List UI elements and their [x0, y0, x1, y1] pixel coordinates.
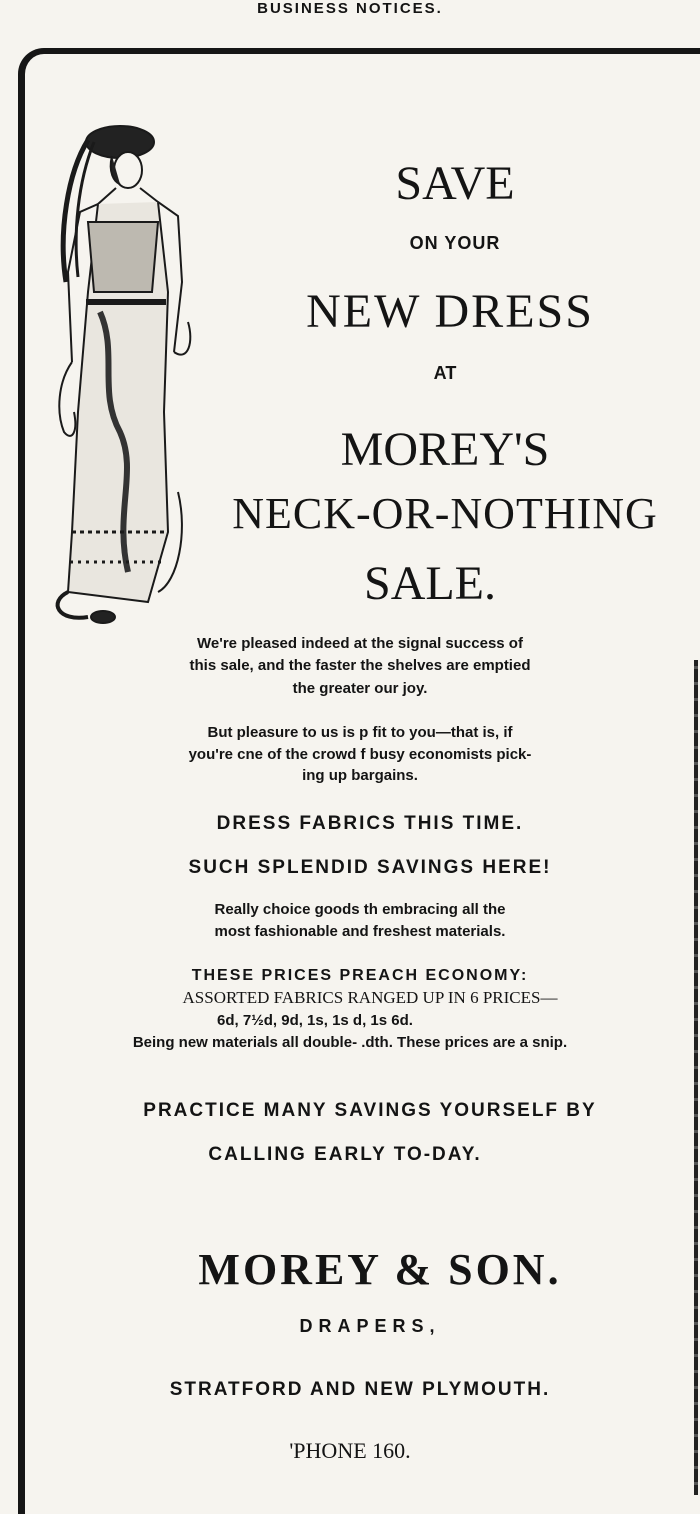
headline-sale: SALE. [364, 557, 496, 610]
para2-line: you're cne of the crowd f busy economists pick- [188, 746, 532, 763]
fabrics-heading: DRESS FABRICS THIS TIME. [216, 813, 524, 834]
savings-heading: SUCH SPLENDID SAVINGS HERE! [188, 857, 552, 878]
para3-line: most fashionable and freshest materials. [214, 923, 506, 940]
para1-line: the greater our joy. [292, 680, 428, 697]
headline-at: AT [433, 363, 457, 383]
towns-line: STRATFORD AND NEW PLYMOUTH. [169, 1379, 551, 1400]
para2-line: ing up bargains. [302, 767, 418, 784]
practice-line: PRACTICE MANY SAVINGS YOURSELF BY [143, 1100, 597, 1121]
headline-save: SAVE [395, 157, 515, 210]
headline-new-dress: NEW DRESS [306, 285, 594, 338]
calling-line: CALLING EARLY TO-DAY. [208, 1144, 482, 1165]
prices-heading: THESE PRICES PREACH ECONOMY: [191, 967, 529, 984]
para1-line: We're pleased indeed at the signal success of [197, 635, 523, 652]
section-header: BUSINESS NOTICES. [257, 0, 443, 17]
woman-illustration [28, 112, 198, 632]
headline-store-name: MOREY'S [340, 423, 550, 476]
assorted-fabrics-line: ASSORTED FABRICS RANGED UP IN 6 PRICES— [182, 988, 558, 1007]
headline-sale-name: NECK-OR-NOTHING [232, 489, 658, 538]
para2-line: But pleasure to us is p fit to you—that is, if [207, 724, 513, 741]
headline-on-your: ON YOUR [409, 233, 501, 253]
materials-line: Being new materials all double- .dth. These prices are a snip. [132, 1034, 568, 1051]
para1-line: this sale, and the faster the shelves are emptied [189, 657, 531, 674]
right-border-rule [694, 660, 698, 1495]
firm-name: MOREY & SON. [198, 1245, 562, 1294]
trade-label: DRAPERS, [299, 1316, 441, 1336]
price-list: 6d, 7½d, 9d, 1s, 1s d, 1s 6d. [217, 1012, 413, 1029]
para3-line: Really choice goods th embracing all the [214, 901, 506, 918]
phone-number: 'PHONE 160. [289, 1438, 411, 1463]
